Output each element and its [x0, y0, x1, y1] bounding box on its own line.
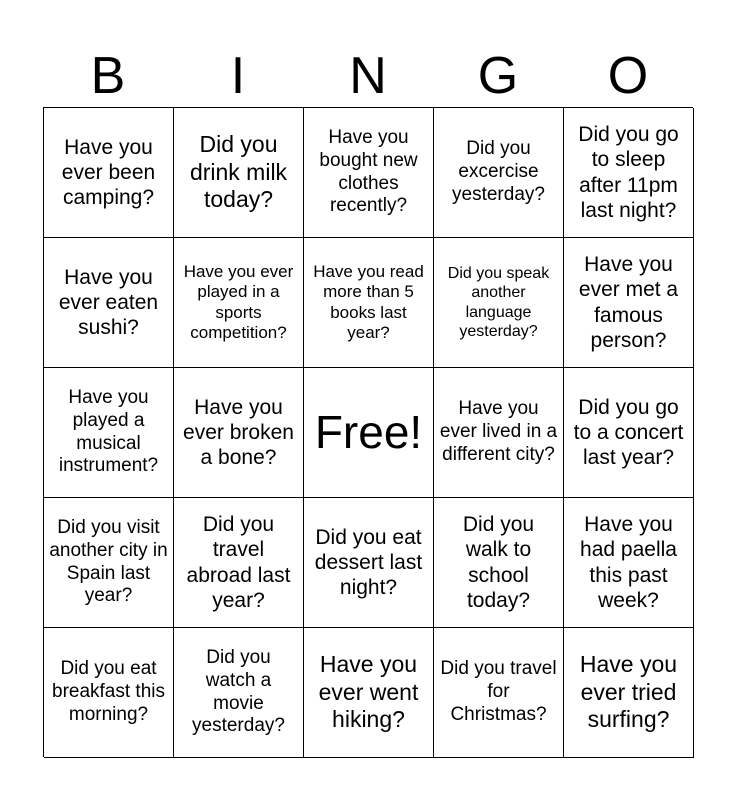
header-letter-o: O: [607, 47, 649, 105]
bingo-cell[interactable]: Have you played a musical instrument?: [44, 368, 174, 498]
header-letter-i: I: [230, 47, 246, 105]
bingo-cell[interactable]: Did you eat breakfast this morning?: [44, 628, 174, 758]
bingo-cell[interactable]: Did you travel for Christmas?: [434, 628, 564, 758]
bingo-header: [43, 46, 693, 106]
header-letter-g: G: [477, 47, 519, 105]
bingo-cell[interactable]: Did you watch a movie yesterday?: [174, 628, 304, 758]
bingo-cell[interactable]: Have you ever been camping?: [44, 108, 174, 238]
bingo-cell[interactable]: Have you bought new clothes recently?: [304, 108, 434, 238]
bingo-cell[interactable]: Have you ever went hiking?: [304, 628, 434, 758]
free-space-cell[interactable]: Free!: [304, 368, 434, 498]
bingo-cell[interactable]: Did you drink milk today?: [174, 108, 304, 238]
bingo-cell[interactable]: Have you ever eaten sushi?: [44, 238, 174, 368]
header-letter-b: B: [90, 47, 126, 105]
bingo-board: [43, 107, 693, 757]
bingo-cell[interactable]: Did you visit another city in Spain last year?: [44, 498, 174, 628]
bingo-cell[interactable]: Did you speak another language yesterday?: [434, 238, 564, 368]
bingo-cell[interactable]: Did you travel abroad last year?: [174, 498, 304, 628]
bingo-cell[interactable]: Have you ever tried surfing?: [564, 628, 694, 758]
bingo-cell[interactable]: Have you had paella this past week?: [564, 498, 694, 628]
bingo-cell[interactable]: Have you ever broken a bone?: [174, 368, 304, 498]
bingo-cell[interactable]: Did you go to sleep after 11pm last night?: [564, 108, 694, 238]
bingo-cell[interactable]: Have you ever met a famous person?: [564, 238, 694, 368]
bingo-cell[interactable]: Have you ever lived in a different city?: [434, 368, 564, 498]
bingo-cell[interactable]: Did you excercise yesterday?: [434, 108, 564, 238]
bingo-cell[interactable]: Did you go to a concert last year?: [564, 368, 694, 498]
bingo-cell[interactable]: Did you walk to school today?: [434, 498, 564, 628]
header-letter-n: N: [349, 47, 387, 105]
bingo-cell[interactable]: Have you ever played in a sports competition?: [174, 238, 304, 368]
bingo-cell[interactable]: Did you eat dessert last night?: [304, 498, 434, 628]
bingo-cell[interactable]: Have you read more than 5 books last year?: [304, 238, 434, 368]
